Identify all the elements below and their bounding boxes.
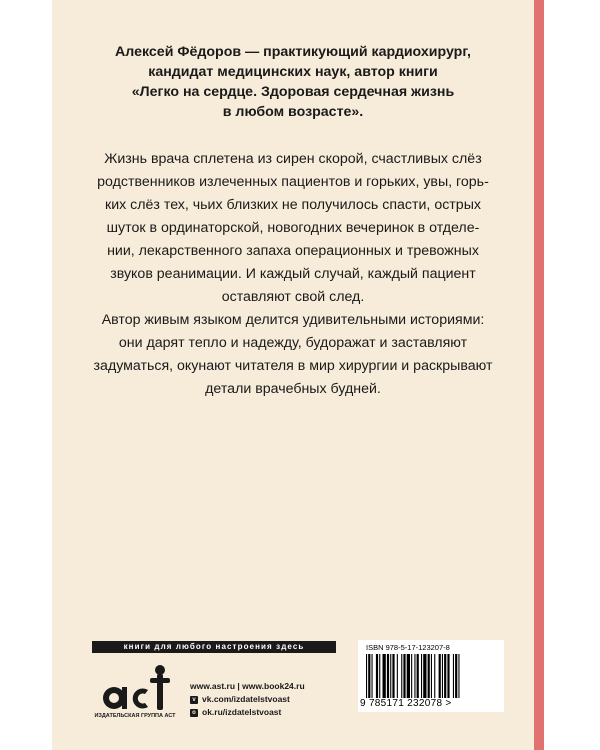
barcode-bar xyxy=(376,654,378,698)
barcode-bar xyxy=(434,654,435,698)
barcode-bar xyxy=(439,654,441,698)
body-line: детали врачебных будней. xyxy=(205,381,381,397)
vk-icon: v xyxy=(190,696,198,704)
ok-icon: o xyxy=(190,709,198,717)
body-line: родственников излеченных пациентов и горьких, увы, горь- xyxy=(97,174,489,190)
barcode-bar xyxy=(366,654,367,698)
barcode-bar xyxy=(447,654,449,698)
publisher-links xyxy=(190,680,305,719)
barcode-bar xyxy=(392,654,394,698)
vk-text[interactable]: vk.com/izdatelstvoast xyxy=(202,694,290,704)
websites-text[interactable]: www.ast.ru | www.book24.ru xyxy=(190,681,305,691)
barcode-bar xyxy=(431,654,432,698)
publisher-caption: ИЗДАТЕЛЬСКАЯ ГРУППА АСТ xyxy=(94,713,176,719)
barcode-bar xyxy=(368,654,370,698)
barcode-icon xyxy=(366,654,496,698)
ok-text[interactable]: ok.ru/izdatelstvoast xyxy=(202,707,282,717)
vk-link[interactable] xyxy=(190,693,305,706)
description-text xyxy=(62,148,524,401)
intro-line: в любом возрасте». xyxy=(222,104,364,120)
barcode-bar xyxy=(421,654,422,698)
intro-line: «Легко на сердце. Здоровая сердечная жизнь xyxy=(131,84,455,100)
body-line: задуматься, окунают читателя в мир хирургии и раскрывают xyxy=(93,358,493,374)
barcode-bar xyxy=(444,654,446,698)
body-line: Автор живым языком делится удивительными историями: xyxy=(101,312,485,328)
barcode-bar xyxy=(411,654,412,698)
barcode-bar xyxy=(458,654,459,698)
barcode-bar xyxy=(428,654,430,698)
tagline-banner: книги для любого настроения здесь xyxy=(92,641,336,653)
barcode-bar xyxy=(442,654,443,698)
barcode-digits: 9 785171 232078 > xyxy=(360,698,452,709)
body-line: нии, лекарственного запаха операционных и тревожных xyxy=(107,243,479,259)
barcode-bar xyxy=(453,654,454,698)
barcode-bar xyxy=(414,654,415,698)
isbn-label: ISBN 978-5-17-123207-8 xyxy=(366,643,450,652)
body-line: ких слёз тех, чьих близких не получилось спасти, острых xyxy=(105,197,481,213)
ok-link[interactable] xyxy=(190,706,305,719)
barcode-bar xyxy=(423,654,426,698)
spine-stripe xyxy=(534,0,544,750)
barcode-bar xyxy=(372,654,373,698)
barcode-bar xyxy=(403,654,405,698)
author-intro xyxy=(62,42,524,122)
barcode-bar xyxy=(401,654,402,698)
barcode-bar xyxy=(387,654,389,698)
intro-line: Алексей Фёдоров — практикующий кардиохирург, xyxy=(115,44,471,60)
website-links[interactable] xyxy=(190,680,305,693)
barcode-bar xyxy=(455,654,457,698)
barcode-bar xyxy=(390,654,391,698)
body-line: они дарят тепло и надежду, будоражат и заставляют xyxy=(118,335,468,351)
body-line: оставляют свой след. xyxy=(221,289,365,305)
barcode-bar xyxy=(407,654,410,698)
barcode-bar xyxy=(417,654,419,698)
barcode-bar xyxy=(383,654,386,698)
barcode-panel xyxy=(358,640,504,712)
intro-line: кандидат медицинских наук, автор книги xyxy=(148,64,438,80)
body-line: Жизнь врача сплетена из сирен скорой, счастливых слёз xyxy=(104,151,482,167)
body-line: звуков реанимации. И каждый случай, каждый пациент xyxy=(110,266,476,282)
barcode-bar xyxy=(379,654,380,698)
body-line: шуток в ординаторской, новогодних вечеринок в отделе- xyxy=(106,220,480,236)
barcode-bar xyxy=(397,654,398,698)
